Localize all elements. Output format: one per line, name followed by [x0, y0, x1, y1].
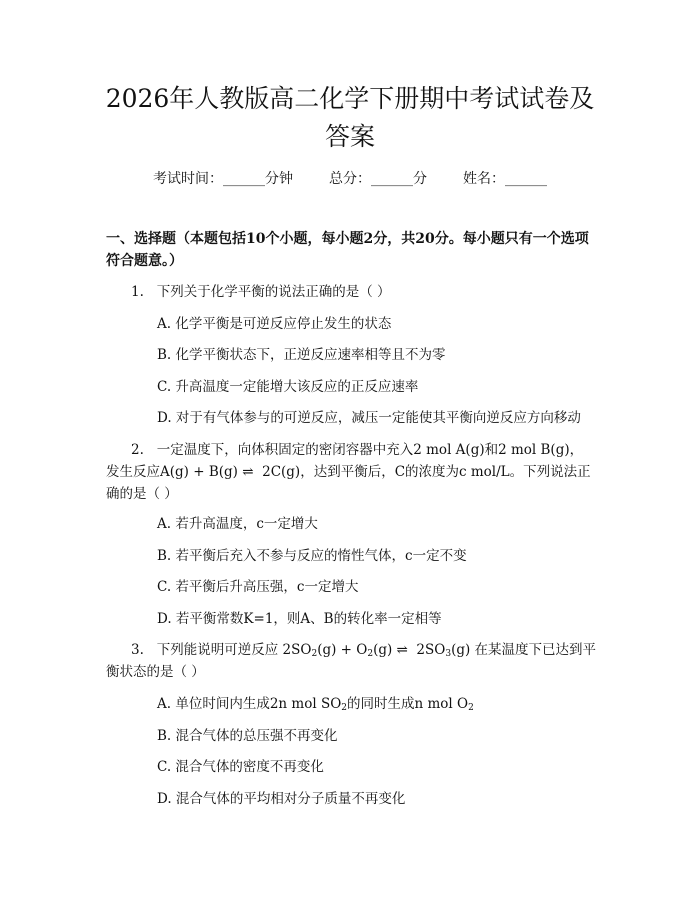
section-heading-choice	[106, 228, 606, 272]
section-heading-line-2: 符合题意。）	[106, 253, 183, 269]
title-line-1: 2026年人教版高二化学下册期中考试试卷及	[105, 84, 595, 113]
question-2-line-1: 2. 一定温度下，向体积固定的密闭容器中充入2 mol A(g)和2 mol B(g)，	[131, 442, 584, 458]
question-3-option-a	[157, 694, 474, 714]
section-heading-line-1: 一、选择题（本题包括10个小题，每小题2分，共20分。每小题只有一个选项	[106, 231, 589, 247]
subscript-2: 2	[311, 649, 318, 659]
q3-option-a-text-b: 的同时生成n mol O	[347, 696, 469, 712]
q3-text-c: (g) ⇌ 2SO	[373, 642, 446, 658]
question-2-line-3: 确的是（ ）	[106, 486, 178, 502]
subscript-2: 2	[367, 649, 374, 659]
q3-option-a-text-a: A. 单位时间内生成2n mol SO	[157, 696, 342, 712]
question-2-option-a: A. 若升高温度，c一定增大	[157, 516, 318, 532]
question-1-option-c: C. 升高温度一定能增大该反应的正反应速率	[157, 379, 419, 395]
question-3-line-2: 衡状态的是（ ）	[106, 664, 205, 680]
question-2-option-c: C. 若平衡后升高压强，c一定增大	[157, 579, 359, 595]
question-3-option-c: C. 混合气体的密度不再变化	[157, 759, 324, 775]
q3-text-d: (g) 在某温度下已达到平	[451, 642, 597, 658]
subscript-2: 2	[341, 703, 347, 713]
question-1-option-a: A. 化学平衡是可逆反应停止发生的状态	[157, 316, 392, 332]
total-score-field: 总分：______分	[329, 171, 427, 187]
subscript-2: 2	[468, 703, 474, 713]
question-3-option-b: B. 混合气体的总压强不再变化	[157, 728, 338, 744]
question-1-option-b: B. 化学平衡状态下，正逆反应速率相等且不为零	[157, 347, 446, 363]
question-1-text: 1. 下列关于化学平衡的说法正确的是（ ）	[131, 284, 391, 300]
question-2-option-b: B. 若平衡后充入不参与反应的惰性气体，c一定不变	[157, 548, 467, 564]
q3-text-a: 3. 下列能说明可逆反应 2SO	[131, 642, 312, 658]
student-name-field: 姓名：______	[463, 171, 547, 187]
question-3-line-1	[131, 640, 596, 660]
q3-text-b: (g) + O	[317, 642, 368, 658]
title-line-2: 答案	[324, 122, 375, 151]
question-3-option-d: D. 混合气体的平均相对分子质量不再变化	[157, 791, 406, 807]
exam-title	[60, 80, 640, 156]
subscript-3: 3	[445, 649, 452, 659]
exam-time-field: 考试时间：______分钟	[153, 171, 293, 187]
question-2-option-d: D. 若平衡常数K=1，则A、B的转化率一定相等	[157, 611, 442, 627]
question-2-line-2: 发生反应A(g) + B(g) ⇌ 2C(g)，达到平衡后，C的浓度为c mol/L。下列说法正	[106, 464, 591, 480]
question-1-option-d: D. 对于有气体参与的可逆反应，减压一定能使其平衡向逆反应方向移动	[157, 410, 581, 426]
exam-info-row	[0, 168, 700, 188]
